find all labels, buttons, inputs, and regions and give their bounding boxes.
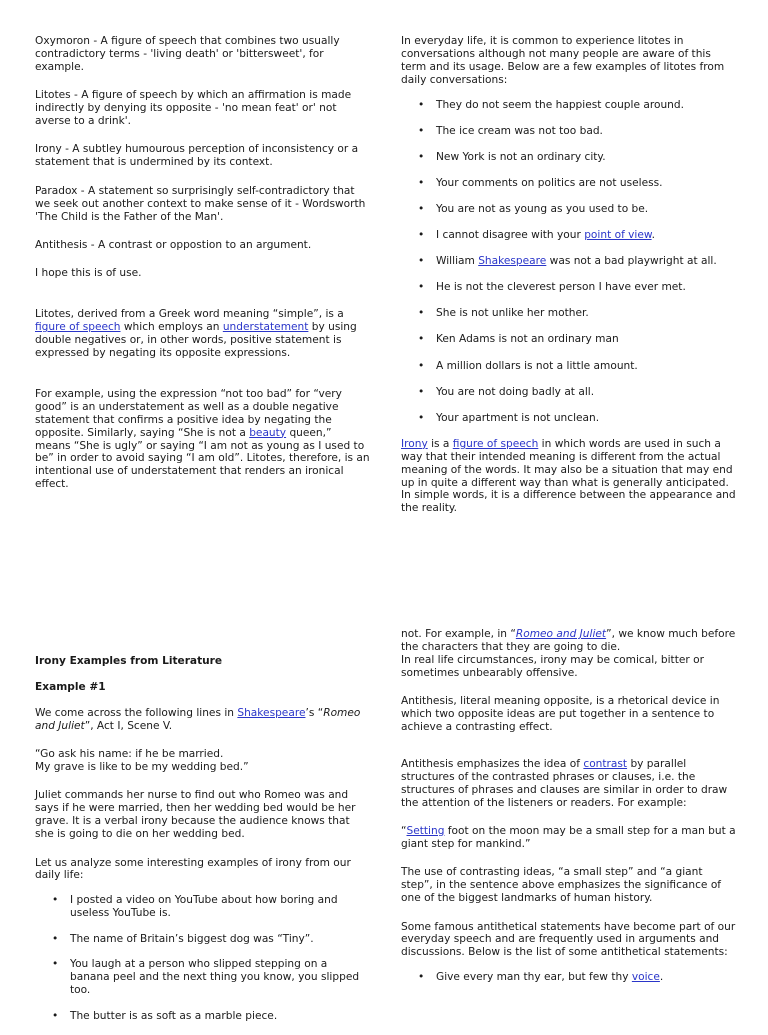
text-span: ”, we know much before the characters that they are going to die. <box>401 628 736 653</box>
antithetical-statements-list <box>401 971 736 984</box>
antithesis-definition: Antithesis, literal meaning opposite, is a rhetorical device in which two opposite ideas are put together in a sentence to achieve a contrasting effect. <box>401 695 720 733</box>
text-span: by parallel structures of the contrasted phrases or clauses, i.e. the structures of phrases and clauses are similar in order to draw the attention of the listeners or readers. For example: <box>401 757 728 809</box>
litotes-intro: In everyday life, it is common to experience litotes in conversations although not many people are aware of this term and its usage. Below are a few examples of litotes from daily conversations: <box>401 35 725 86</box>
irony-paragraph <box>401 438 736 515</box>
litotes-examples-column <box>401 35 736 531</box>
antithetical-statements-intro: Some famous antithetical statements have become part of our everyday speech and are frequently used in arguments and discussions. Below is the list of some antithetical statements: <box>401 920 736 959</box>
list-item: • You are not doing badly at all. <box>401 386 736 399</box>
verbal-irony-paragraph: Juliet commands her nurse to find out who Romeo was and says if he were married, then her wedding bed would be her grave. It is a verbal irony because the audience knows that she is going to die on her wedding bed. <box>35 789 356 841</box>
definitions-column <box>35 35 370 507</box>
text-span: . <box>659 971 664 984</box>
contrasting-ideas-paragraph: The use of contrasting ideas, “a small step” and “a giant step”, in the sentence above emphasizes the significance of one of the biggest landmarks of human history. <box>401 866 722 905</box>
litotes-example-paragraph <box>35 388 370 491</box>
text-span: William <box>436 255 479 268</box>
list-item: • A million dollars is not a little amount. <box>401 360 736 373</box>
irony-definition: Irony - A subtley humourous perception of inconsistency or a statement that is undermined by its context. <box>35 143 359 169</box>
list-item: • He is not the cleverest person I have ever met. <box>401 281 736 294</box>
antithesis-definition: Antithesis - A contrast or oppostion to an argument. <box>35 238 312 251</box>
text-span: by using double negatives or, in other words, positive statement is expressed by negating its opposite expressions. <box>35 321 357 359</box>
section-heading: Irony Examples from Literature <box>35 655 223 667</box>
text-span: which employs an <box>120 321 223 334</box>
text-span: not. For example, in “ <box>401 628 516 640</box>
litotes-examples-list <box>401 99 736 425</box>
list-item: • They do not seem the happiest couple around. <box>401 99 736 112</box>
litotes-definition: Litotes - A figure of speech by which an affirmation is made indirectly by denying its opposite - 'no mean feat' or' not averse to a drink'. <box>35 89 352 128</box>
beauty-link[interactable]: beauty <box>249 426 287 439</box>
list-item: • The name of Britain’s biggest dog was “Tiny”. <box>35 933 370 946</box>
list-item: • Your comments on politics are not useless. <box>401 177 736 190</box>
list-item <box>401 229 736 242</box>
text-span: Antithesis emphasizes the idea of <box>401 757 584 770</box>
text-span: ”, Act I, Scene V. <box>84 719 173 732</box>
list-item: • Ken Adams is not an ordinary man <box>401 333 736 346</box>
list-item <box>401 255 736 268</box>
list-item: • The butter is as soft as a marble piece. <box>35 1010 370 1023</box>
irony-link[interactable]: Irony <box>401 437 428 450</box>
point-of-view-link[interactable]: point of view <box>584 229 652 242</box>
setting-link[interactable]: Setting <box>406 824 445 837</box>
daily-irony-intro: Let us analyze some interesting examples of irony from our daily life: <box>35 856 351 882</box>
play-title: Romeo and Juliet <box>35 706 361 732</box>
list-item: • You laugh at a person who slipped stepping on a banana peel and the next thing you know, you slipped too. <box>35 958 370 997</box>
text-span: Litotes, derived from a Greek word meaning “simple”, is a <box>35 308 344 321</box>
example-heading: Example #1 <box>35 680 106 693</box>
antithesis-contrast-paragraph <box>401 758 736 810</box>
understatement-link[interactable]: understatement <box>222 321 309 334</box>
quote-line: “Go ask his name: if he be married. <box>35 748 224 761</box>
list-item: • New York is not an ordinary city. <box>401 151 736 164</box>
contrast-link[interactable]: contrast <box>583 757 628 770</box>
text-span: We come across the following lines in <box>35 706 238 719</box>
moon-quote <box>401 825 736 851</box>
irony-literature-column <box>35 655 370 1035</box>
antithesis-column <box>401 628 736 998</box>
text-span: For example, using the expression “not too bad” for “very good” is an understatement as well as a double negative statement that confirms a positive idea by negating the opposite. Similarly, saying “She is not a <box>35 387 342 439</box>
shakespeare-link[interactable]: Shakespeare <box>478 255 547 268</box>
text-span: was not a bad playwright at all. <box>546 255 717 268</box>
text-span: in which words are used in such a way that their intended meaning is different from the actual meaning of the words. It may also be a situation that may end up in quite a different way than what is generally anticipated. In simple words, it is a difference between the appearance and the reality. <box>401 437 736 515</box>
text-span: queen,” means “She is ugly” or saying “I am not as young as I used to be” in order to avoid saying “I am old”. Litotes, therefore, is an intentional use of understatement that renders an ironical effect. <box>35 426 370 491</box>
daily-irony-list <box>35 894 370 1022</box>
text-span: ’s “ <box>305 706 324 719</box>
text-span: is a <box>427 437 453 450</box>
figure-of-speech-link[interactable]: figure of speech <box>35 321 121 334</box>
text-span: foot on the moon may be a small step for a man but a giant step for mankind.” <box>401 824 736 850</box>
romeo-and-juliet-link[interactable]: Romeo and Juliet <box>515 628 607 640</box>
list-item: • Your apartment is not unclean. <box>401 412 736 425</box>
voice-link[interactable]: voice <box>631 971 660 984</box>
text-span: . <box>651 229 655 242</box>
text-span: Give every man thy ear, but few thy <box>436 971 632 984</box>
oxymoron-definition: Oxymoron - A figure of speech that combines two usually contradictory terms - 'living death' or 'bittersweet', for example. <box>35 35 340 73</box>
list-item: • I posted a video on YouTube about how boring and useless YouTube is. <box>35 894 370 920</box>
list-item: • She is not unlike her mother. <box>401 307 736 320</box>
text-span: I cannot disagree with your <box>436 229 585 242</box>
irony-real-life: In real life circumstances, irony may be comical, bitter or sometimes unbearably offensive. <box>401 653 704 679</box>
list-item: • The ice cream was not too bad. <box>401 125 736 138</box>
shakespeare-link[interactable]: Shakespeare <box>237 706 306 719</box>
list-item: • You are not as young as you used to be. <box>401 203 736 216</box>
romeo-juliet-intro <box>35 707 370 733</box>
list-item <box>401 971 736 984</box>
paradox-definition: Paradox - A statement so surprisingly self-contradictory that we seek out another context to make sense of it - Wordsworth 'The Child is the Father of the Man'. <box>35 184 366 223</box>
text-span: “ <box>401 824 407 837</box>
figure-of-speech-link[interactable]: figure of speech <box>452 437 539 450</box>
quote-block <box>35 748 370 774</box>
quote-line: My grave is like to be my wedding bed.” <box>35 761 249 774</box>
closing-note: I hope this is of use. <box>35 267 142 280</box>
irony-continuation <box>401 628 736 654</box>
litotes-paragraph <box>35 308 370 360</box>
